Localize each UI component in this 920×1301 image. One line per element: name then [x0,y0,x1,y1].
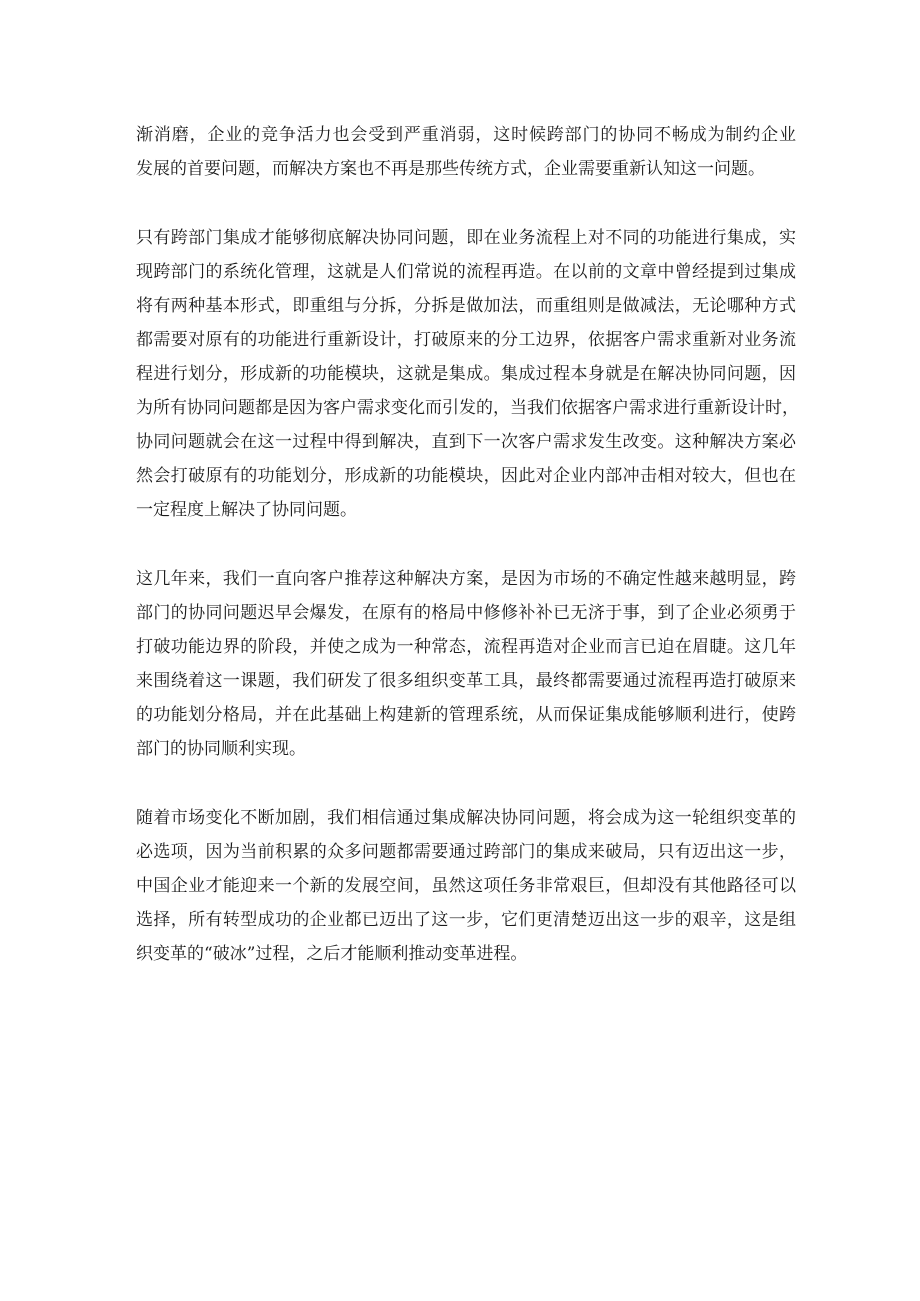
text-line: 协同问题就会在这一过程中得到解决，直到下一次客户需求发生改变。这种解决方案必 [136,432,796,452]
text-line: 选择，所有转型成功的企业都已迈出了这一步，它们更清楚迈出这一步的艰辛，这是组 [136,910,796,930]
text-line: 然会打破原有的功能划分，形成新的功能模块，因此对企业内部冲击相对较大，但也在 [136,466,796,486]
text-line: 打破功能边界的阶段，并使之成为一种常态，流程再造对企业而言已迫在眉睫。这几年 [136,637,796,657]
text-line: 来围绕着这一课题，我们研发了很多组织变革工具，最终都需要通过流程再造打破原来 [136,671,796,691]
text-line: 渐消磨，企业的竞争活力也会受到严重消弱，这时候跨部门的协同不畅成为制约企业 [136,125,796,145]
paragraph-1 [136,118,796,186]
document-body [136,118,799,1006]
text-line: 必选项，因为当前积累的众多问题都需要通过跨部门的集成来破局，只有迈出这一步， [136,842,796,862]
paragraph-3 [136,562,796,766]
text-line: 的功能划分格局，并在此基础上构建新的管理系统，从而保证集成能够顺利进行，使跨 [136,705,796,725]
text-line: 中国企业才能迎来一个新的发展空间，虽然这项任务非常艰巨，但却没有其他路径可以 [136,876,796,896]
text-line: 织变革的“破冰”过程，之后才能顺利推动变革进程。 [136,944,528,964]
text-line: 发展的首要问题，而解决方案也不再是那些传统方式，企业需要重新认知这一问题。 [136,159,765,179]
text-line: 随着市场变化不断加剧，我们相信通过集成解决协同问题，将会成为这一轮组织变革的 [136,808,796,828]
paragraph-2 [136,221,799,527]
paragraph-4 [136,801,796,971]
text-line: 只有跨部门集成才能够彻底解决协同问题，即在业务流程上对不同的功能进行集成，实 [136,228,796,248]
text-line: 现跨部门的系统化管理，这就是人们常说的流程再造。在以前的文章中曾经提到过集成 [136,262,796,282]
text-line: 程进行划分，形成新的功能模块，这就是集成。集成过程本身就是在解决协同问题，因 [136,364,796,384]
text-line: 一定程度上解决了协同问题。 [136,500,357,520]
text-line: 将有两种基本形式，即重组与分拆，分拆是做加法，而重组则是做减法，无论哪种方式 [136,296,796,316]
text-line: 这几年来，我们一直向客户推荐这种解决方案，是因为市场的不确定性越来越明显，跨 [136,569,796,589]
text-line: 为所有协同问题都是因为客户需求变化而引发的，当我们依据客户需求进行重新设计时， [136,398,799,418]
text-line: 部门的协同问题迟早会爆发，在原有的格局中修修补补已无济于事，到了企业必须勇于 [136,603,796,623]
text-line: 部门的协同顺利实现。 [136,739,306,759]
text-line: 都需要对原有的功能进行重新设计，打破原来的分工边界，依据客户需求重新对业务流 [136,330,796,350]
